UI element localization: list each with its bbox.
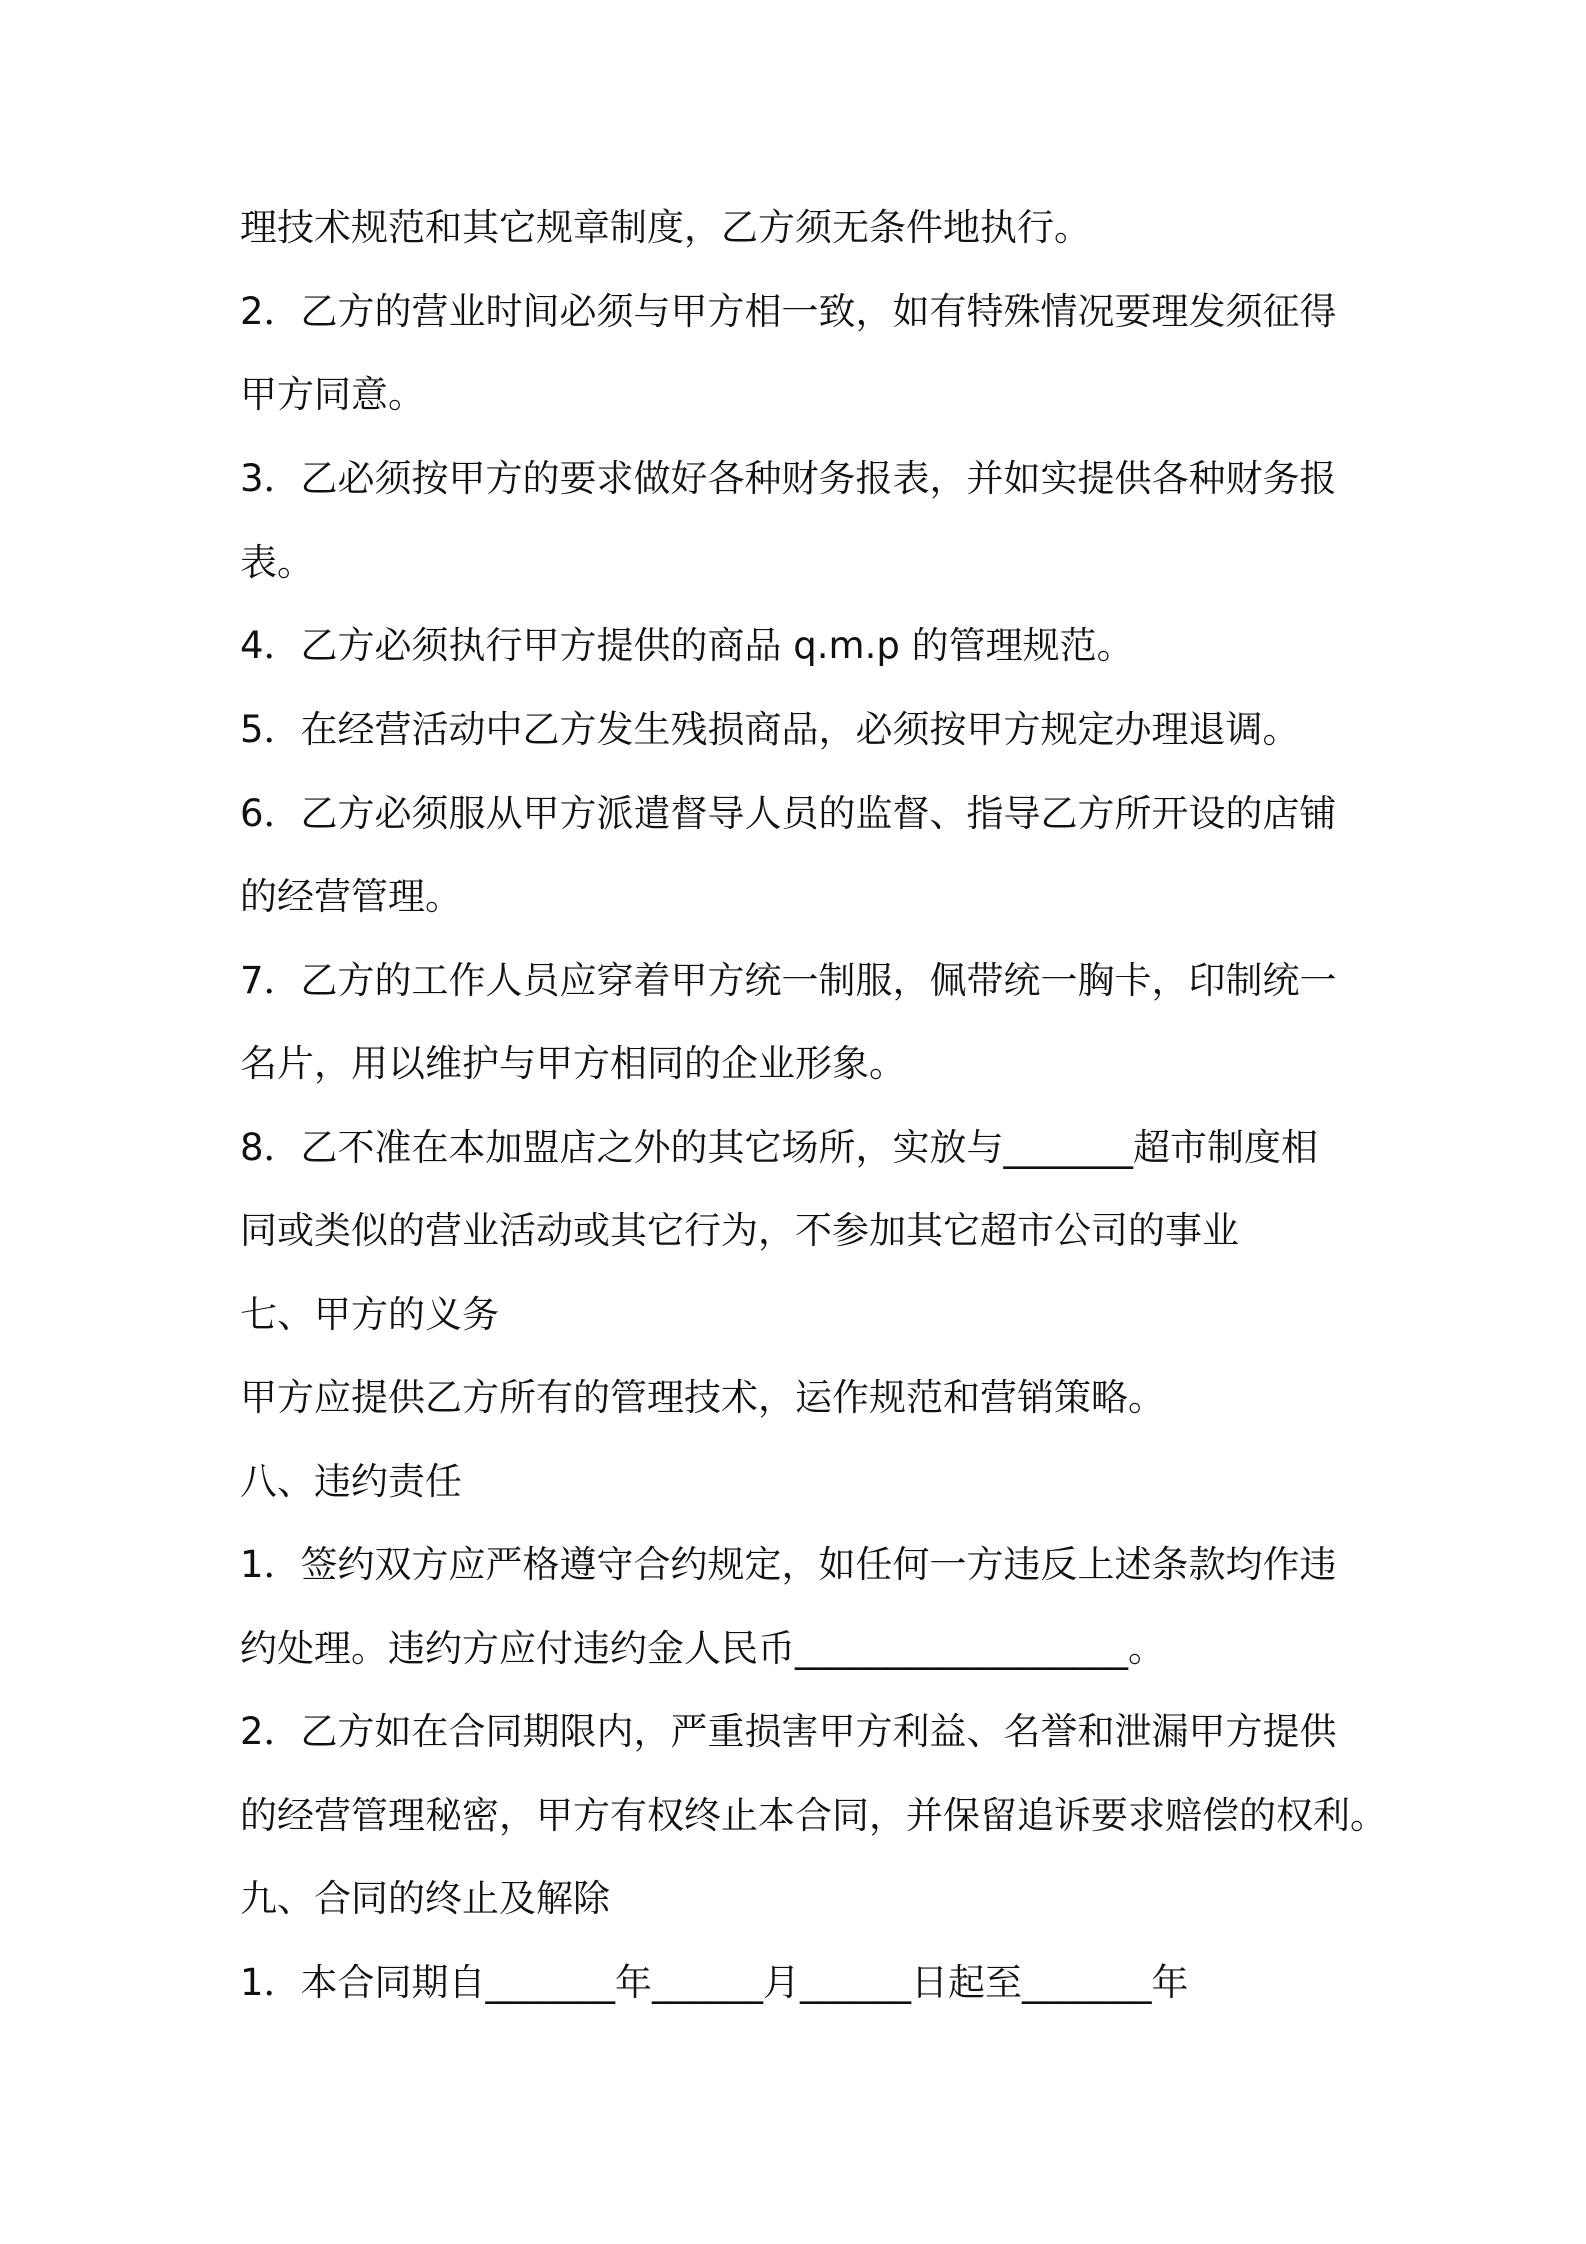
text-line: 约处理。违约方应付违约金人民币__________________。 xyxy=(240,1627,1165,1670)
text-line: 2．乙方如在合同期限内，严重损害甲方利益、名誉和泄漏甲方提供 xyxy=(240,1710,1337,1753)
text-line: 1．本合同期自_______年______月______日起至_______年 xyxy=(240,1961,1189,2004)
text-line: 5．在经营活动中乙方发生残损商品，必须按甲方规定办理退调。 xyxy=(240,708,1300,751)
text-line: 8．乙不准在本加盟店之外的其它场所，实放与_______超市制度相 xyxy=(240,1126,1319,1169)
text-line: 4．乙方必须执行甲方提供的商品 q.m.p 的管理规范。 xyxy=(240,624,1134,667)
text-line: 1．签约双方应严格遵守合约规定，如任何一方违反上述条款均作违 xyxy=(240,1543,1337,1586)
text-line: 同或类似的营业活动或其它行为，不参加其它超市公司的事业 xyxy=(240,1209,1239,1252)
text-line: 理技术规范和其它规章制度，乙方须无条件地执行。 xyxy=(240,206,1091,249)
text-line: 名片，用以维护与甲方相同的企业形象。 xyxy=(240,1042,906,1085)
text-line: 3．乙必须按甲方的要求做好各种财务报表，并如实提供各种财务报 xyxy=(240,457,1337,500)
text-line: 6．乙方必须服从甲方派遣督导人员的监督、指导乙方所开设的店铺 xyxy=(240,792,1337,835)
section-heading: 九、合同的终止及解除 xyxy=(240,1877,610,1920)
section-heading: 八、违约责任 xyxy=(240,1460,462,1503)
text-line: 2．乙方的营业时间必须与甲方相一致，如有特殊情况要理发须征得 xyxy=(240,290,1337,333)
text-line: 甲方应提供乙方所有的管理技术，运作规范和营销策略。 xyxy=(240,1376,1165,1419)
text-line: 表。 xyxy=(240,541,314,584)
text-line: 的经营管理。 xyxy=(240,875,462,918)
text-line: 的经营管理秘密，甲方有权终止本合同，并保留追诉要求赔偿的权利。 xyxy=(240,1794,1387,1837)
text-line: 甲方同意。 xyxy=(240,373,425,416)
section-heading: 七、甲方的义务 xyxy=(240,1293,499,1336)
text-line: 7．乙方的工作人员应穿着甲方统一制服，佩带统一胸卡，印制统一 xyxy=(240,959,1337,1002)
